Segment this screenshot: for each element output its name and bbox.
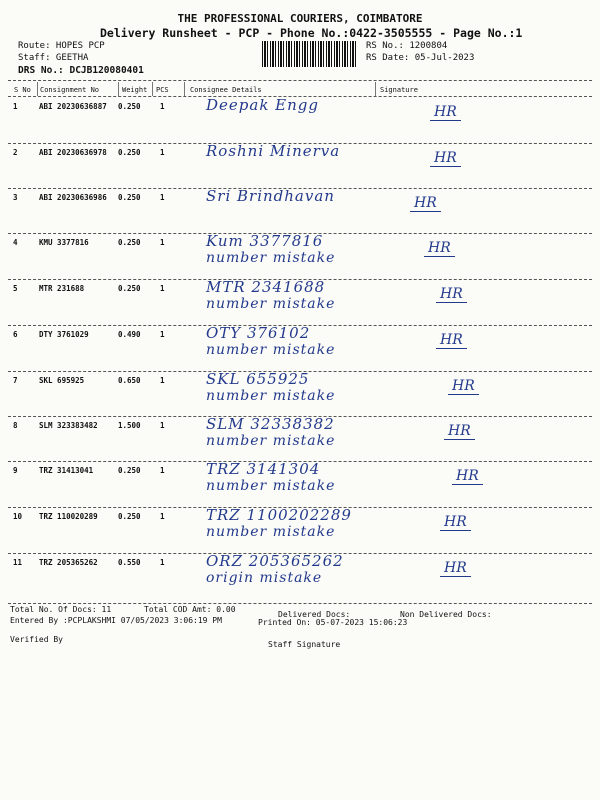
footer-rule bbox=[8, 603, 592, 604]
row-signature-text: HR bbox=[410, 195, 441, 212]
total-docs: Total No. Of Docs: 11 bbox=[10, 605, 112, 614]
row-signature bbox=[436, 286, 467, 303]
row-handwritten-note: SKL 655925 bbox=[206, 370, 310, 388]
entered-by: Entered By :PCPLAKSHMI 07/05/2023 3:06:19 PM bbox=[10, 616, 222, 625]
row-handwritten-note-2: number mistake bbox=[206, 296, 336, 312]
col-header-signature: Signature bbox=[380, 86, 418, 94]
row-handwritten-note-2: number mistake bbox=[206, 250, 336, 266]
row-weight: 0.550 bbox=[118, 558, 141, 567]
row-consignment-no: TRZ 31413041 bbox=[39, 466, 94, 475]
row-weight: 0.250 bbox=[118, 148, 141, 157]
header-top-rule bbox=[8, 80, 592, 81]
row-sno: 11 bbox=[13, 558, 23, 567]
barcode bbox=[262, 41, 358, 67]
row-handwritten-note: Deepak Engg bbox=[206, 96, 319, 114]
row-handwritten-note: TRZ 1100202289 bbox=[206, 506, 352, 524]
row-consignment-no: KMU 3377816 bbox=[39, 238, 89, 247]
col-header-pcs: PCS bbox=[156, 86, 169, 94]
row-sno: 7 bbox=[13, 376, 18, 385]
delivered-docs: Delivered Docs: bbox=[278, 610, 351, 619]
row-sno: 6 bbox=[13, 330, 18, 339]
row-signature-text: HR bbox=[440, 514, 471, 531]
row-pcs: 1 bbox=[160, 376, 165, 385]
row-signature-text: HR bbox=[448, 378, 479, 395]
row-consignment-no: ABI 20230636978 bbox=[39, 148, 107, 157]
row-weight: 0.250 bbox=[118, 512, 141, 521]
row-consignment-no: TRZ 205365262 bbox=[39, 558, 98, 567]
row-consignment-no: ABI 20230636887 bbox=[39, 102, 107, 111]
row-signature-text: HR bbox=[424, 240, 455, 257]
row-consignment-no: SKL 695925 bbox=[39, 376, 85, 385]
row-consignment-no: SLM 323383482 bbox=[39, 421, 98, 430]
row-signature-text: HR bbox=[444, 423, 475, 440]
col-divider bbox=[375, 82, 376, 96]
col-header-consignment: Consignment No bbox=[40, 86, 100, 94]
row-signature bbox=[436, 332, 467, 349]
row-sno: 8 bbox=[13, 421, 18, 430]
row-signature bbox=[452, 468, 483, 485]
row-pcs: 1 bbox=[160, 148, 165, 157]
rs-number: RS No.: 1200804 bbox=[366, 41, 448, 51]
row-signature bbox=[444, 423, 475, 440]
row-weight: 0.650 bbox=[118, 376, 141, 385]
row-handwritten-note: ORZ 205365262 bbox=[206, 552, 344, 570]
col-header-weight: Weight bbox=[122, 86, 148, 94]
row-sno: 9 bbox=[13, 466, 18, 475]
row-signature-text: HR bbox=[440, 560, 471, 577]
row-consignment-no: MTR 231688 bbox=[39, 284, 85, 293]
row-weight: 0.250 bbox=[118, 193, 141, 202]
row-consignment-no: ABI 20230636986 bbox=[39, 193, 107, 202]
col-divider bbox=[37, 82, 38, 96]
row-consignment-no: DTY 3761029 bbox=[39, 330, 89, 339]
row-pcs: 1 bbox=[160, 558, 165, 567]
total-cod: Total COD Amt: 0.00 bbox=[144, 605, 236, 614]
row-pcs: 1 bbox=[160, 421, 165, 430]
row-weight: 0.490 bbox=[118, 330, 141, 339]
row-handwritten-note-2: origin mistake bbox=[206, 570, 323, 586]
row-handwritten-note: Roshni Minerva bbox=[206, 142, 341, 160]
row-signature bbox=[430, 150, 461, 167]
row-signature-text: HR bbox=[436, 332, 467, 349]
row-sno: 10 bbox=[13, 512, 23, 521]
row-signature-text: HR bbox=[430, 150, 461, 167]
rs-date: RS Date: 05-Jul-2023 bbox=[366, 53, 475, 63]
row-consignment-no: TRZ 110020289 bbox=[39, 512, 98, 521]
row-pcs: 1 bbox=[160, 466, 165, 475]
row-signature bbox=[424, 240, 455, 257]
verified-by: Verified By bbox=[10, 635, 63, 644]
row-sno: 5 bbox=[13, 284, 18, 293]
row-signature-text: HR bbox=[430, 104, 461, 121]
row-weight: 0.250 bbox=[118, 238, 141, 247]
row-pcs: 1 bbox=[160, 238, 165, 247]
row-weight: 0.250 bbox=[118, 284, 141, 293]
row-handwritten-note: OTY 376102 bbox=[206, 324, 311, 342]
row-sno: 3 bbox=[13, 193, 18, 202]
row-pcs: 1 bbox=[160, 102, 165, 111]
col-divider bbox=[152, 82, 153, 96]
row-handwritten-note-2: number mistake bbox=[206, 433, 336, 449]
row-signature bbox=[410, 195, 441, 212]
row-handwritten-note: SLM 32338382 bbox=[206, 415, 335, 433]
row-signature bbox=[448, 378, 479, 395]
row-handwritten-note: Kum 3377816 bbox=[206, 232, 324, 250]
row-sno: 1 bbox=[13, 102, 18, 111]
row-signature bbox=[430, 104, 461, 121]
staff-label: Staff: GEETHA bbox=[18, 53, 89, 63]
staff-signature: Staff Signature bbox=[268, 640, 341, 649]
col-divider bbox=[184, 82, 185, 96]
row-handwritten-note: MTR 2341688 bbox=[206, 278, 326, 296]
drs-number: DRS No.: DCJB120080401 bbox=[18, 65, 144, 76]
row-weight: 1.500 bbox=[118, 421, 141, 430]
row-pcs: 1 bbox=[160, 512, 165, 521]
row-signature bbox=[440, 514, 471, 531]
row-handwritten-note-2: number mistake bbox=[206, 478, 336, 494]
row-signature-text: HR bbox=[452, 468, 483, 485]
runsheet-title: THE PROFESSIONAL COURIERS, COIMBATORE bbox=[177, 12, 423, 25]
route-label: Route: HOPES PCP bbox=[18, 41, 105, 51]
non-delivered-docs: Non Delivered Docs: bbox=[400, 610, 492, 619]
row-handwritten-note-2: number mistake bbox=[206, 524, 336, 540]
row-weight: 0.250 bbox=[118, 466, 141, 475]
col-header-sno: S No bbox=[14, 86, 31, 94]
row-handwritten-note-2: number mistake bbox=[206, 388, 336, 404]
col-header-consignee: Consignee Details bbox=[190, 86, 262, 94]
row-pcs: 1 bbox=[160, 284, 165, 293]
row-handwritten-note: Sri Brindhavan bbox=[206, 187, 335, 205]
row-sno: 4 bbox=[13, 238, 18, 247]
row-pcs: 1 bbox=[160, 193, 165, 202]
row-sno: 2 bbox=[13, 148, 18, 157]
runsheet-subtitle: Delivery Runsheet - PCP - Phone No.:0422-3505555 - Page No.:1 bbox=[100, 26, 523, 40]
row-handwritten-note-2: number mistake bbox=[206, 342, 336, 358]
row-signature-text: HR bbox=[436, 286, 467, 303]
row-pcs: 1 bbox=[160, 330, 165, 339]
col-divider bbox=[118, 82, 119, 96]
row-signature bbox=[440, 560, 471, 577]
row-weight: 0.250 bbox=[118, 102, 141, 111]
row-handwritten-note: TRZ 3141304 bbox=[206, 460, 321, 478]
printed-on: Printed On: 05-07-2023 15:06:23 bbox=[258, 618, 408, 627]
